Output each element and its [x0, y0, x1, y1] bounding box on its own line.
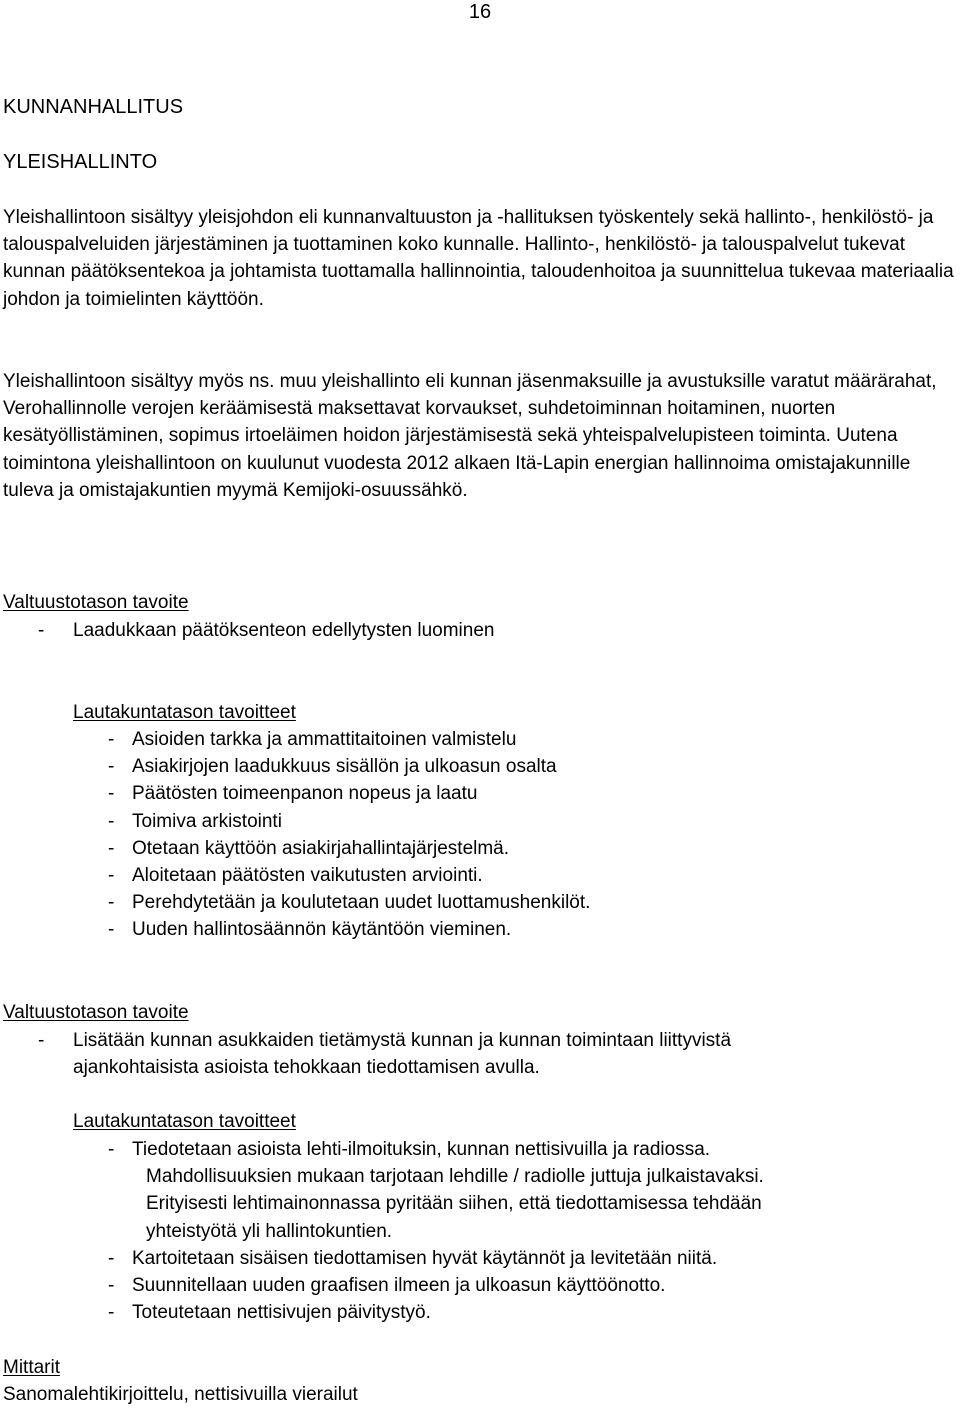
section-2-valtuusto-heading: [3, 999, 189, 1026]
list-item: - Tiedotetaan asioista lehti-ilmoituksin, kunnan nettisivuilla ja radiossa. Mahdollisuuksien mukaan tarjotaan lehdille / radiolle juttuja julkaistavaksi. Erityisesti lehtimainonnassa pyritään siihen, että tiedottamisessa tehdään yhteistyötä yli hallintokuntien.: [108, 1139, 764, 1242]
list-item: - Perehdytetään ja koulutetaan uudet luottamushenkilöt.: [108, 892, 591, 914]
paragraph-1: [3, 204, 958, 313]
page-number: 16: [468, 1, 492, 23]
main-heading: KUNNANHALLITUS: [3, 96, 184, 118]
list-item: - Toteutetaan nettisivujen päivitystyö.: [108, 1302, 431, 1324]
list-item: - Suunnitellaan uuden graafisen ilmeen ja ulkoasun käyttöönotto.: [108, 1275, 666, 1297]
section-2-lautakunta-heading: [73, 1108, 296, 1135]
lautakunta-heading-text: Lautakuntatason tavoitteet: [73, 702, 296, 723]
list-item: - Toimiva arkistointi: [108, 810, 282, 832]
mittarit-heading-text: Mittarit: [3, 1357, 60, 1378]
mittarit-text: Sanomalehtikirjoittelu, nettisivuilla vierailut: [3, 1384, 358, 1405]
paragraph-2-text: Yleishallintoon sisältyy myös ns. muu yleishallinto eli kunnan jäsenmaksuille ja avustuksille varatut määrärahat, Verohallinnolle verojen keräämisestä maksettavat korvaukset, suhdetoiminnan hoitaminen, nuorten kesätyöllistäminen, sopimus irtoeläimen hoidon järjestämisestä sekä yhteispalvelupisteen toiminta. Uutena toimintona yleishallintoon on kuulunut vuodesta 2012 alkaen Itä-Lapin energian hallinnoima omistajakunnille tuleva ja omistajakuntien myymä Kemijoki-osuussähkö.: [3, 371, 937, 501]
valtuusto-heading-text: Valtuustotason tavoite: [3, 592, 189, 613]
list-item: - Otetaan käyttöön asiakirjahallintajärjestelmä.: [108, 837, 510, 859]
section-1-lautakunta-list: [108, 726, 590, 944]
list-item: - Lisätään kunnan asukkaiden tietämystä kunnan ja kunnan toimintaan liittyvistä ajankohtaisista asioista tehokkaan tiedottamisen avulla.: [38, 1030, 732, 1079]
dash-marker: -: [38, 620, 45, 641]
sub-heading: YLEISHALLINTO: [3, 151, 158, 173]
section-2-lautakunta-list: [108, 1136, 948, 1326]
paragraph-2: [3, 368, 958, 504]
list-item: - Laadukkaan päätöksenteon edellytysten luominen: [3, 617, 903, 644]
mittarit-heading: [3, 1354, 60, 1381]
list-item: - Asiakirjojen laadukkuus sisällön ja ulkoasun osalta: [108, 756, 557, 778]
list-item: - Asioiden tarkka ja ammattitaitoinen valmistelu: [108, 729, 517, 750]
list-item: - Uuden hallintosäännön käytäntöön vieminen.: [108, 919, 512, 941]
list-item: - Aloitetaan päätösten vaikutusten arviointi.: [108, 865, 483, 887]
section-1-lautakunta-heading: [73, 699, 296, 726]
valtuusto-heading-text: Valtuustotason tavoite: [3, 1002, 189, 1023]
list-item: - Kartoitetaan sisäisen tiedottamisen hyvät käytännöt ja levitetään niitä.: [108, 1247, 718, 1269]
section-2-valtuusto-list: [3, 1027, 933, 1081]
lautakunta-heading-text: Lautakuntatason tavoitteet: [73, 1111, 296, 1132]
section-1-valtuusto-list: [3, 617, 903, 644]
paragraph-1-text: Yleishallintoon sisältyy yleisjohdon eli kunnanvaltuuston ja -hallituksen työskentely sekä hallinto-, henkilöstö- ja talouspalveluiden järjestäminen ja tuottaminen koko kunnalle. Hallinto-, henkilöstö- ja talouspalvelut tukevat kunnan päätöksentekoa ja johtamista tuottamalla hallinnointia, taloudenhoitoa ja suunnittelua tukevaa materiaalia johdon ja toimielinten käyttöön.: [3, 207, 954, 310]
list-item: - Päätösten toimeenpanon nopeus ja laatu: [108, 783, 478, 805]
section-1-valtuusto-heading: [3, 589, 189, 616]
